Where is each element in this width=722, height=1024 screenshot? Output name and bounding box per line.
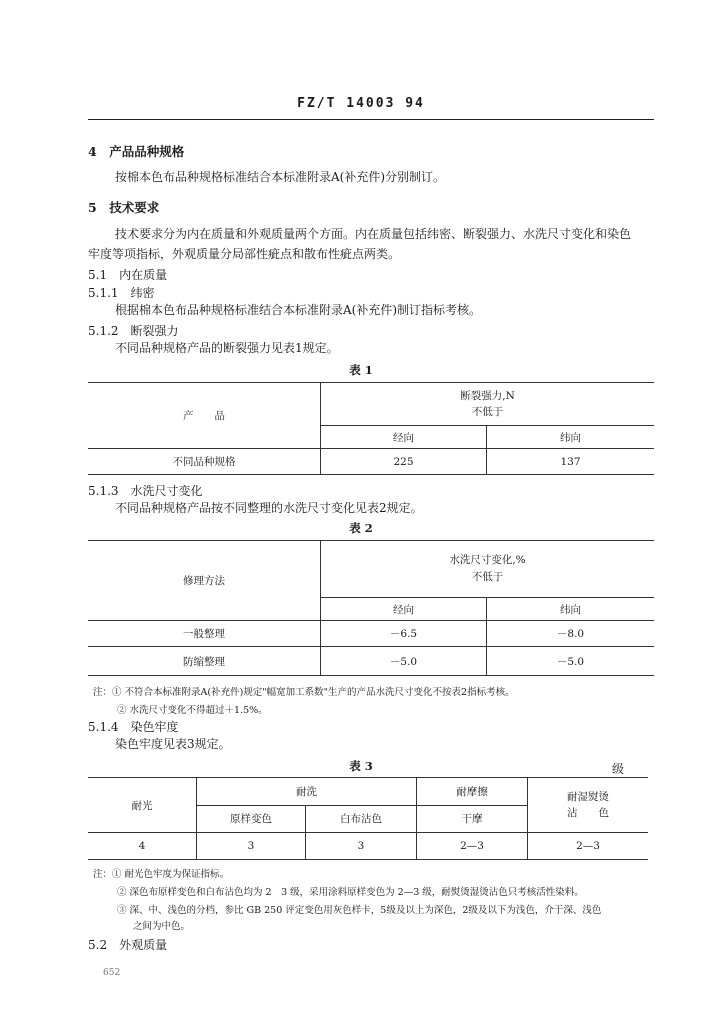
table-row (88, 833, 648, 860)
standard-code-header: FZ/T 14003 94 (297, 96, 425, 111)
table-2-row2-label: 防缩整理 (88, 647, 321, 676)
table-2-row1-weft: －8.0 (487, 621, 655, 647)
section-5-1-1-title: 5.1.1 纬密 (88, 286, 155, 300)
table-2-method-header: 修理方法 (88, 541, 321, 621)
table-2-row1-warp: －6.5 (321, 621, 487, 647)
table-3-ironing-header (528, 778, 649, 833)
table-3-dry-value: 2—3 (417, 833, 528, 860)
table-1-product-header: 产 品 (88, 383, 321, 449)
section-5-1-2-body: 不同品种规格产品的断裂强力见表1规定。 (115, 341, 339, 355)
table-3-light-value: 4 (88, 833, 197, 860)
section-5-2-title: 5.2 外观质量 (88, 938, 168, 952)
table-2-note-1: 注：① 不符合本标准附录A(补充件)规定"幅宽加工系数"生产的产品水洗尺寸变化不按表2指标考核。 (93, 687, 515, 698)
section-5-1-3-body: 不同品种规格产品按不同整理的水洗尺寸变化见表2规定。 (115, 501, 423, 515)
table-2-change-label: 水洗尺寸变化,% (449, 554, 526, 566)
table-1-strength-sub: 不低于 (471, 406, 504, 418)
table-3-light-header: 耐光 (88, 778, 197, 833)
section-5-1-4-body: 染色牢度见表3规定。 (115, 737, 231, 751)
section-5-1-title: 5.1 内在质量 (88, 268, 168, 282)
table-3-note-2: ② 深色布原样变色和白布沾色均为 2 3 级，采用涂料原样变色为 2—3 级，耐熨烫湿烫沾色只考核活性染料。 (117, 887, 584, 898)
table-3-unit: 级 (612, 762, 625, 776)
table-3-wash-header: 耐洗 (197, 778, 417, 806)
table-1-warp-header: 经向 (321, 426, 487, 449)
table-2-row1-label: 一般整理 (88, 621, 321, 647)
table-1-weft-header: 纬向 (487, 426, 655, 449)
table-3-stain-value: 3 (306, 833, 417, 860)
section-5-1-3-title: 5.1.3 水洗尺寸变化 (88, 484, 203, 498)
table-1-caption: 表 1 (349, 363, 373, 377)
table-3-note-1: 注：① 耐光色牢度为保证指标。 (93, 869, 230, 880)
section-5-1-4-title: 5.1.4 染色牢度 (88, 720, 179, 734)
table-3 (88, 777, 648, 860)
table-2-note-2: ② 水洗尺寸变化不得超过＋1.5%。 (117, 705, 268, 716)
section-4-title: 4 产品品种规格 (88, 144, 185, 159)
table-3-caption: 表 3 (349, 759, 373, 773)
table-1-strength-header (321, 383, 655, 426)
page-number: 652 (103, 968, 121, 978)
table-2-weft-header: 纬向 (487, 598, 655, 621)
table-1-row-warp: 225 (321, 449, 487, 475)
table-1 (88, 382, 654, 475)
table-3-ironing-label: 耐湿熨烫 (567, 791, 609, 803)
table-1-row-weft: 137 (487, 449, 655, 475)
table-2 (88, 540, 654, 676)
table-2-warp-header: 经向 (321, 598, 487, 621)
table-2-change-header (321, 541, 655, 598)
table-row (88, 647, 654, 676)
section-5-body-line2: 牢度等项指标，外观质量分局部性疵点和散布性疵点两类。 (88, 247, 401, 261)
table-3-note-3: ③ 深、中、浅色的分档，参比 GB 250 评定变色用灰色样卡，5级及以上为深色，2级及以下为浅色，介于深、浅色 (117, 905, 602, 916)
section-5-1-2-title: 5.1.2 断裂强力 (88, 324, 179, 338)
table-1-strength-label: 断裂强力,N (460, 390, 515, 402)
table-3-note-4: 之间为中色。 (133, 921, 191, 932)
table-3-ironing-sub: 沾 色 (567, 807, 609, 819)
section-5-1-1-body: 根据棉本色布品种规格标准结合本标准附录A(补充件)制订指标考核。 (115, 303, 482, 317)
section-5-title: 5 技术要求 (88, 200, 160, 215)
section-4-body: 按棉本色布品种规格标准结合本标准附录A(补充件)分别制订。 (115, 170, 446, 184)
table-3-stain-header: 白布沾色 (306, 805, 417, 833)
section-5-body-line1: 技术要求分为内在质量和外观质量两个方面。内在质量包括纬密、断裂强力、水洗尺寸变化和染色 (115, 227, 632, 241)
table-3-ironing-value: 2—3 (528, 833, 649, 860)
table-2-caption: 表 2 (349, 521, 373, 535)
table-1-row-label: 不同品种规格 (88, 449, 321, 475)
table-3-fade-header: 原样变色 (197, 805, 306, 833)
table-2-row2-warp: －5.0 (321, 647, 487, 676)
table-2-change-sub: 不低于 (471, 571, 504, 583)
table-3-rub-header: 耐摩擦 (417, 778, 528, 806)
header-rule (88, 119, 654, 120)
table-3-dry-header: 干摩 (417, 805, 528, 833)
table-3-fade-value: 3 (197, 833, 306, 860)
table-2-row2-weft: －5.0 (487, 647, 655, 676)
table-row (88, 621, 654, 647)
